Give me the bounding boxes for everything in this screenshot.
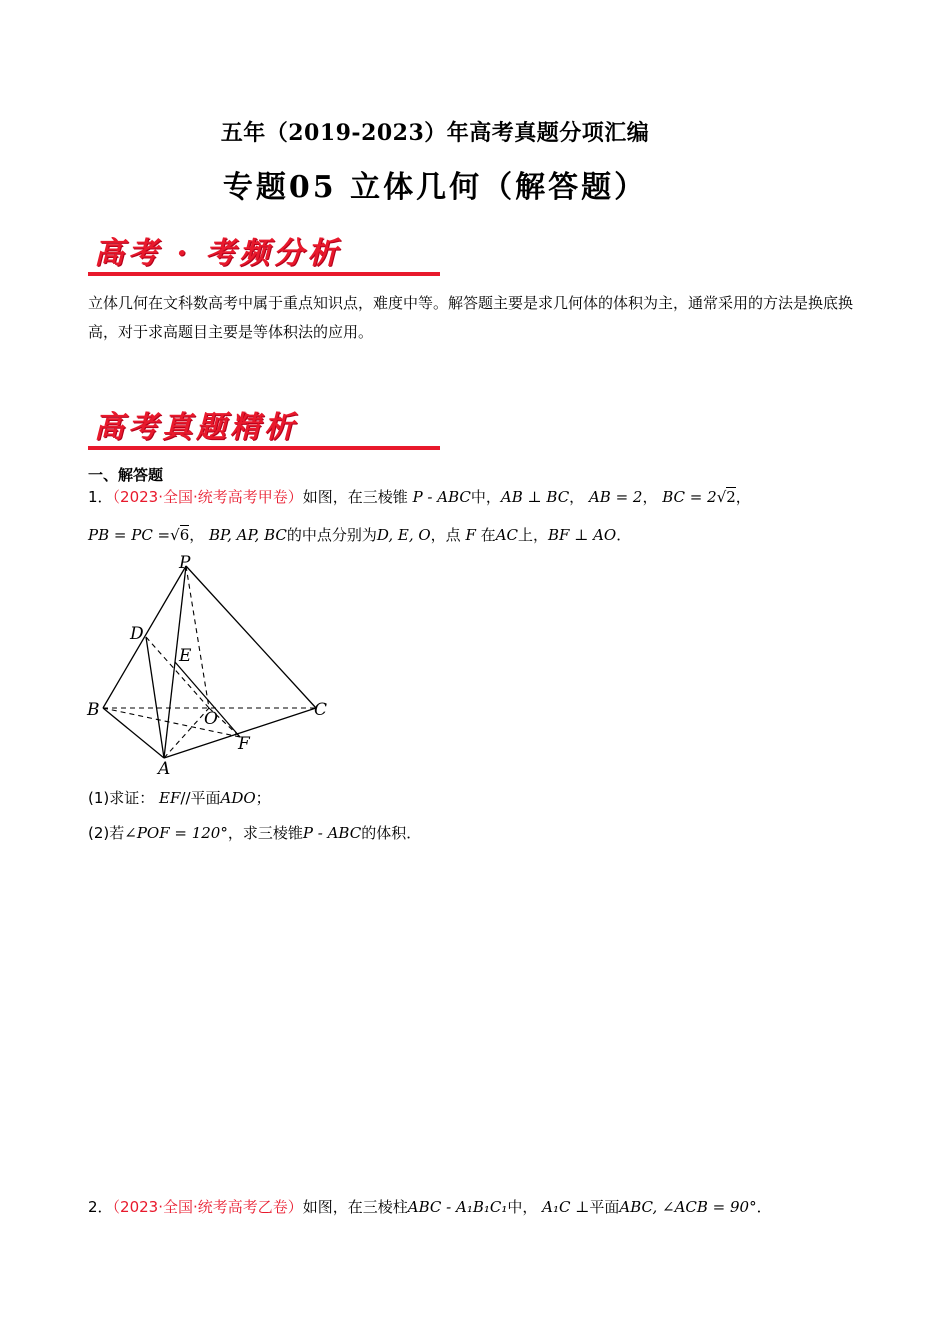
label-b: B <box>87 700 100 720</box>
problem2-end: ． <box>756 1198 772 1216</box>
problem1-pb-pc: PB = PC = <box>88 526 171 544</box>
analysis-banner <box>88 228 443 276</box>
problem2-prism: ABC - A₁B₁C₁ <box>407 1198 508 1216</box>
problem1-cond-perp: AB ⊥ BC <box>500 488 570 506</box>
problem2-source: （2023·全国·统考高考乙卷） <box>112 1198 303 1216</box>
exam-banner-underline <box>88 446 440 450</box>
problem1-points: D, E, O <box>376 526 431 544</box>
problem2-plane-word: 平面 <box>589 1198 620 1216</box>
figure-dashed-edges <box>103 566 316 758</box>
document-subtitle: 专题05 立体几何（解答题） <box>222 170 648 205</box>
problem2-number: 2． <box>88 1198 113 1216</box>
edge-pb <box>103 566 186 708</box>
label-f: F <box>238 734 250 754</box>
problem1-question1: (1)求证： EF//平面ADO； <box>88 789 271 807</box>
problem1-cond-bc-radicand: 2 <box>726 488 736 506</box>
q1-parallel-plane: //平面 <box>180 789 221 807</box>
q1-label: (1)求证： <box>88 789 155 807</box>
problem2-cond2: ABC, ∠ACB = 90° <box>619 1198 757 1216</box>
tetrahedron-figure <box>80 548 350 778</box>
q2-angle: ∠POF = 120° <box>124 824 228 842</box>
problem1-segments: BP, AP, BC <box>209 526 287 544</box>
label-d: D <box>130 624 144 644</box>
problem2-intro: 如图，在三棱柱 <box>302 1198 408 1216</box>
label-p: P <box>179 553 191 573</box>
q2-end: 的体积． <box>361 824 422 842</box>
label-a: A <box>158 759 171 778</box>
problem1-midpoint-text: 的中点分别为 <box>286 526 377 544</box>
analysis-banner-underline <box>88 272 440 276</box>
problem1-point-word: ，点 <box>430 526 461 544</box>
problem1-number: 1． <box>88 488 113 506</box>
problem1-ac: AC <box>495 526 518 544</box>
problem1-source: （2023·全国·统考高考甲卷） <box>112 488 303 506</box>
problem1-point-f: F <box>465 526 476 544</box>
q2-label: (2)若 <box>88 824 125 842</box>
problem1-intro: 如图，在三棱锥 <box>302 488 408 506</box>
problem1-in: 中， <box>470 488 501 506</box>
problem1-cond-ab: AB = 2 <box>588 488 643 506</box>
q2-pyramid: P - ABC <box>302 824 362 842</box>
analysis-banner-text: 高考 · 考频分析 <box>94 236 342 271</box>
sqrt-icon: √ <box>716 488 727 506</box>
label-c: C <box>314 700 328 720</box>
problem2-line1 <box>88 1196 772 1217</box>
problem2-in: 中， <box>507 1198 538 1216</box>
label-e: E <box>179 646 192 666</box>
exam-banner <box>88 402 443 450</box>
problem1-pyramid: P - ABC <box>412 488 471 506</box>
problem1-cond-bc: BC = 2 <box>662 488 717 506</box>
q1-ef: EF <box>159 789 181 807</box>
problem2-cond1: A₁C ⊥ <box>542 1198 590 1216</box>
label-o: O <box>204 709 218 729</box>
sqrt-icon: √ <box>170 526 180 544</box>
analysis-paragraph: 立体几何在文科数高考中属于重点知识点，难度中等。解答题主要是求几何体的体积为主，通常采用的方法是换底换高，对于求高题目主要是等体积法的应用。 <box>88 294 854 341</box>
problem1-on-word: 在 <box>480 526 496 544</box>
problem1-line1: 1．（2023·全国·统考高考甲卷）如图，在三棱锥 P - ABC中，AB ⊥ BC， AB = 2， BC = 2√2， <box>88 488 751 506</box>
exam-banner-text: 高考真题精析 <box>94 410 298 445</box>
problem1-pb-radicand: 6 <box>179 526 190 544</box>
edge-ba <box>103 708 164 758</box>
problem1-line2: PB = PC =√6， BP, AP, BC的中点分别为D, E, O，点 F 在AC上，BF ⊥ AO． <box>88 526 632 544</box>
problem1-bf-perp-ao: BF ⊥ AO <box>548 526 617 544</box>
document-title: 五年（2019-2023）年高考真题分项汇编 <box>220 120 650 146</box>
edge-da <box>146 637 164 758</box>
q2-mid: ，求三棱锥 <box>227 824 303 842</box>
figure-solid-edges <box>103 566 316 758</box>
q1-plane-ado: ADO <box>220 789 256 807</box>
part-heading: 一、解答题 <box>88 466 164 484</box>
problem1-question2 <box>88 822 421 843</box>
problem1-up-word: 上， <box>518 526 549 544</box>
edge-pc <box>186 566 316 708</box>
